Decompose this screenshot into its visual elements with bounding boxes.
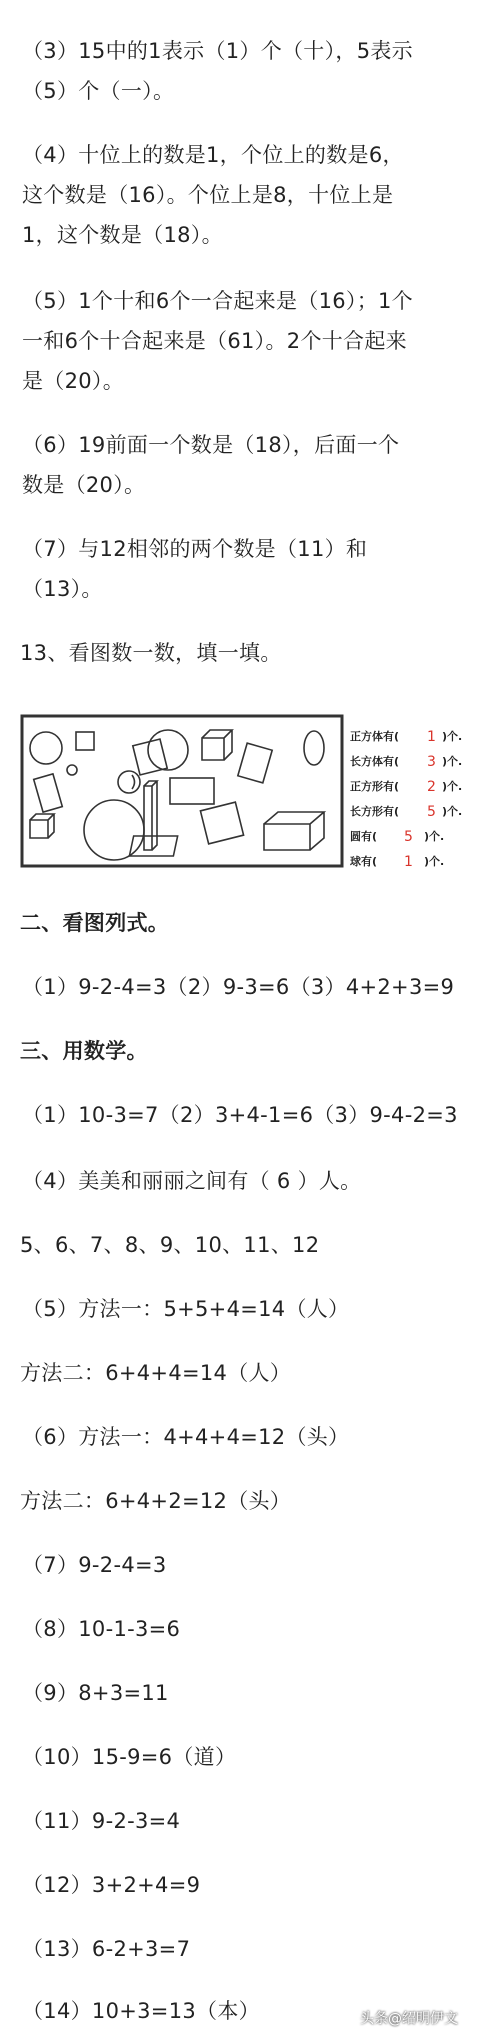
count-suffix: )个. — [424, 855, 445, 868]
part3-line-6: （6）方法一：4+4+4=12（头） — [22, 1425, 350, 1449]
q4-line-3: 1，这个数是（18）。 — [22, 223, 223, 247]
part3-line-3: 5、6、7、8、9、10、11、12 — [20, 1233, 320, 1257]
q7-line-1: （7）与12相邻的两个数是（11）和 — [22, 537, 368, 561]
q6-line-1: （6）19前面一个数是（18），后面一个 — [22, 433, 400, 457]
part3-line-7: 方法二：6+4+2=12（头） — [20, 1489, 292, 1513]
q5-line-3: 是（20）。 — [22, 369, 125, 393]
figure-frame — [22, 716, 342, 866]
part3-line-8: （7）9-2-4=3 — [22, 1553, 167, 1577]
count-suffix: )个. — [442, 805, 463, 818]
count-label-circle: 圆有( — [350, 830, 378, 843]
part3-line-4: （5）方法一：5+5+4=14（人） — [22, 1297, 350, 1321]
q3-line-1: （3）15中的1表示（1）个（十），5表示 — [22, 39, 413, 63]
part2-heading: 二、看图列式。 — [20, 911, 170, 935]
part3-line-14: （13）6-2+3=7 — [22, 1937, 191, 1961]
part3-line-15: （14）10+3=13（本） — [22, 1999, 260, 2023]
part2-line-1: （1）9-2-4=3（2）9-3=6（3）4+2+3=9 — [22, 975, 455, 999]
count-suffix: )个. — [424, 830, 445, 843]
part3-line-12: （11）9-2-3=4 — [22, 1809, 181, 1833]
count-value-circle: 5 — [404, 829, 413, 845]
part3-line-2: （4）美美和丽丽之间有（ 6 ）人。 — [22, 1169, 362, 1193]
count-label-square: 正方形有( — [350, 780, 400, 793]
part3-line-11: （10）15-9=6（道） — [22, 1745, 237, 1769]
q7-line-2: （13）。 — [22, 577, 103, 601]
count-value-ball: 1 — [404, 854, 413, 870]
q6-line-2: 数是（20）。 — [22, 473, 146, 497]
count-value-cube: 1 — [427, 729, 436, 745]
count-value-cuboid: 3 — [427, 754, 436, 770]
count-value-rectangle: 5 — [427, 804, 436, 820]
count-value-square: 2 — [427, 779, 436, 795]
count-suffix: )个. — [442, 755, 463, 768]
part3-line-10: （9）8+3=11 — [22, 1681, 169, 1705]
part3-line-13: （12）3+2+4=9 — [22, 1873, 201, 1897]
count-label-cuboid: 长方体有( — [350, 755, 400, 768]
count-suffix: )个. — [442, 780, 463, 793]
count-label-ball: 球有( — [350, 855, 378, 868]
watermark: 头条@绍明伊文 — [360, 2011, 458, 2027]
q5-line-2: 一和6个十合起来是（61）。2个十合起来 — [22, 329, 407, 353]
q13-line: 13、看图数一数，填一填。 — [20, 641, 282, 665]
part3-line-5: 方法二：6+4+4=14（人） — [20, 1361, 292, 1385]
part3-line-1: （1）10-3=7（2）3+4-1=6（3）9-4-2=3 — [22, 1103, 458, 1127]
count-suffix: )个. — [442, 730, 463, 743]
part3-line-9: （8）10-1-3=6 — [22, 1617, 181, 1641]
shapes-figure — [20, 712, 464, 875]
q4-line-1: （4）十位上的数是1，个位上的数是6， — [22, 143, 404, 167]
q5-line-1: （5）1个十和6个一合起来是（16）；1个 — [22, 289, 413, 313]
shapes-figure-svg — [20, 712, 464, 875]
count-label-cube: 正方体有( — [350, 730, 400, 743]
part3-heading: 三、用数学。 — [20, 1039, 148, 1063]
q3-line-2: （5）个（一）。 — [22, 79, 175, 103]
q4-line-2: 这个数是（16）。个位上是8，十位上是 — [22, 183, 394, 207]
count-label-rectangle: 长方形有( — [350, 805, 400, 818]
